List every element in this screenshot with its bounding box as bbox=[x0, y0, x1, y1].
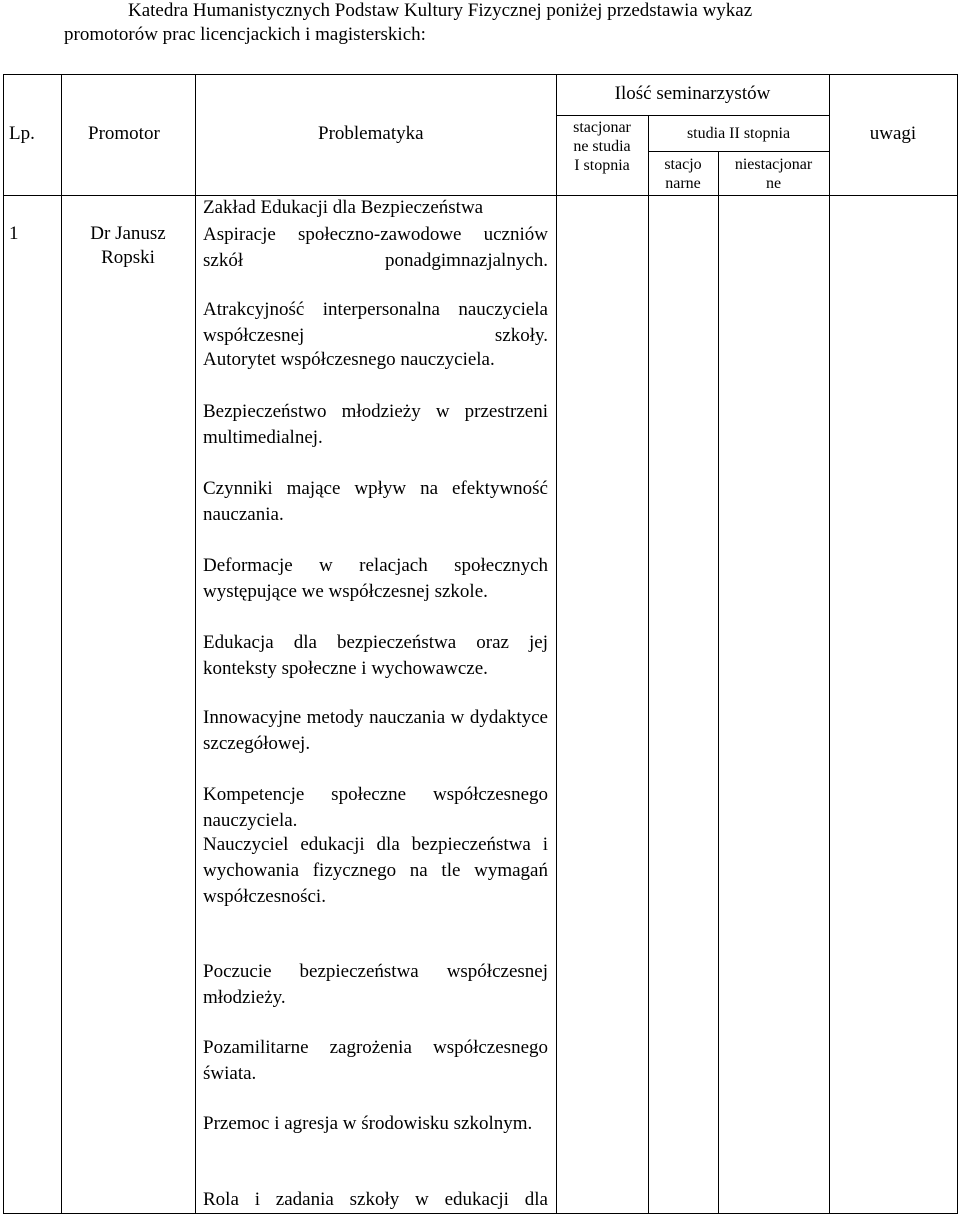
header-lp: Lp. bbox=[9, 123, 35, 144]
header-divider-studia2 bbox=[648, 151, 829, 152]
row-zaklad: Zakład Edukacji dla Bezpieczeństwa bbox=[203, 197, 484, 218]
col-divider-stac1 bbox=[648, 115, 649, 1214]
header-promotor: Promotor bbox=[88, 123, 160, 144]
table-border-right bbox=[957, 74, 958, 1214]
table-border-top bbox=[3, 74, 957, 75]
table-border-left bbox=[3, 74, 4, 1214]
topic-item: Innowacyjne metody nauczania w dydaktyce szczegółowej. bbox=[203, 707, 548, 754]
topic-item: Rola i zadania szkoły w edukacji dla bbox=[203, 1189, 548, 1210]
header-ilosc-seminarzystow: Ilość seminarzystów bbox=[614, 83, 771, 104]
topic-item: Czynniki mające wpływ na efektywność nauczania. bbox=[203, 478, 548, 525]
col-divider-promotor bbox=[195, 74, 196, 1214]
header-divider-ilosc bbox=[556, 115, 829, 116]
topic-item: Poczucie bezpieczeństwa współczesnej młodzieży. bbox=[203, 961, 548, 1008]
topic-item: Pozamilitarne zagrożenia współczesnego świata. bbox=[203, 1037, 548, 1084]
header-niestacjonarne-2: niestacjonar ne bbox=[734, 156, 813, 192]
row-lp: 1 bbox=[9, 223, 19, 244]
col-divider-problematyka bbox=[556, 74, 557, 1214]
header-studia-2-stopnia: studia II stopnia bbox=[686, 125, 791, 142]
topic-item: Kompetencje społeczne współczesnego nauczyciela. bbox=[203, 784, 548, 831]
header-uwagi: uwagi bbox=[869, 123, 917, 144]
col-divider-niestac2 bbox=[829, 74, 830, 1214]
topic-item: Autorytet współczesnego nauczyciela. bbox=[203, 349, 495, 370]
header-stacjonarne-1-stopnia: stacjonar ne studia I stopnia bbox=[573, 119, 631, 174]
header-stacjonarne-2: stacjo narne bbox=[664, 156, 702, 192]
intro-line-1: Katedra Humanistycznych Podstaw Kultury Fizycznej poniżej przedstawia wykaz bbox=[128, 0, 753, 21]
topic-item: Nauczyciel edukacji dla bezpieczeństwa i wychowania fizycznego na tle wymagań współczesności. bbox=[203, 834, 548, 907]
header-problematyka: Problematyka bbox=[318, 123, 424, 144]
topic-item: Przemoc i agresja w środowisku szkolnym. bbox=[203, 1113, 533, 1134]
topic-item: Bezpieczeństwo młodzieży w przestrzeni multimedialnej. bbox=[203, 401, 548, 448]
row-promotor: Dr Janusz Ropski bbox=[90, 223, 166, 268]
col-divider-stac2 bbox=[718, 151, 719, 1214]
topic-item: Aspiracje społeczno-zawodowe uczniów szkół ponadgimnazjalnych. bbox=[203, 224, 548, 271]
intro-line-2: promotorów prac licencjackich i magisterskich: bbox=[64, 24, 426, 45]
topic-item: Deformacje w relacjach społecznych występujące we współczesnej szkole. bbox=[203, 555, 548, 602]
topic-item: Atrakcyjność interpersonalna nauczyciela współczesnej szkoły. bbox=[203, 299, 548, 346]
topic-item: Edukacja dla bezpieczeństwa oraz jej konteksty społeczne i wychowawcze. bbox=[203, 632, 548, 679]
